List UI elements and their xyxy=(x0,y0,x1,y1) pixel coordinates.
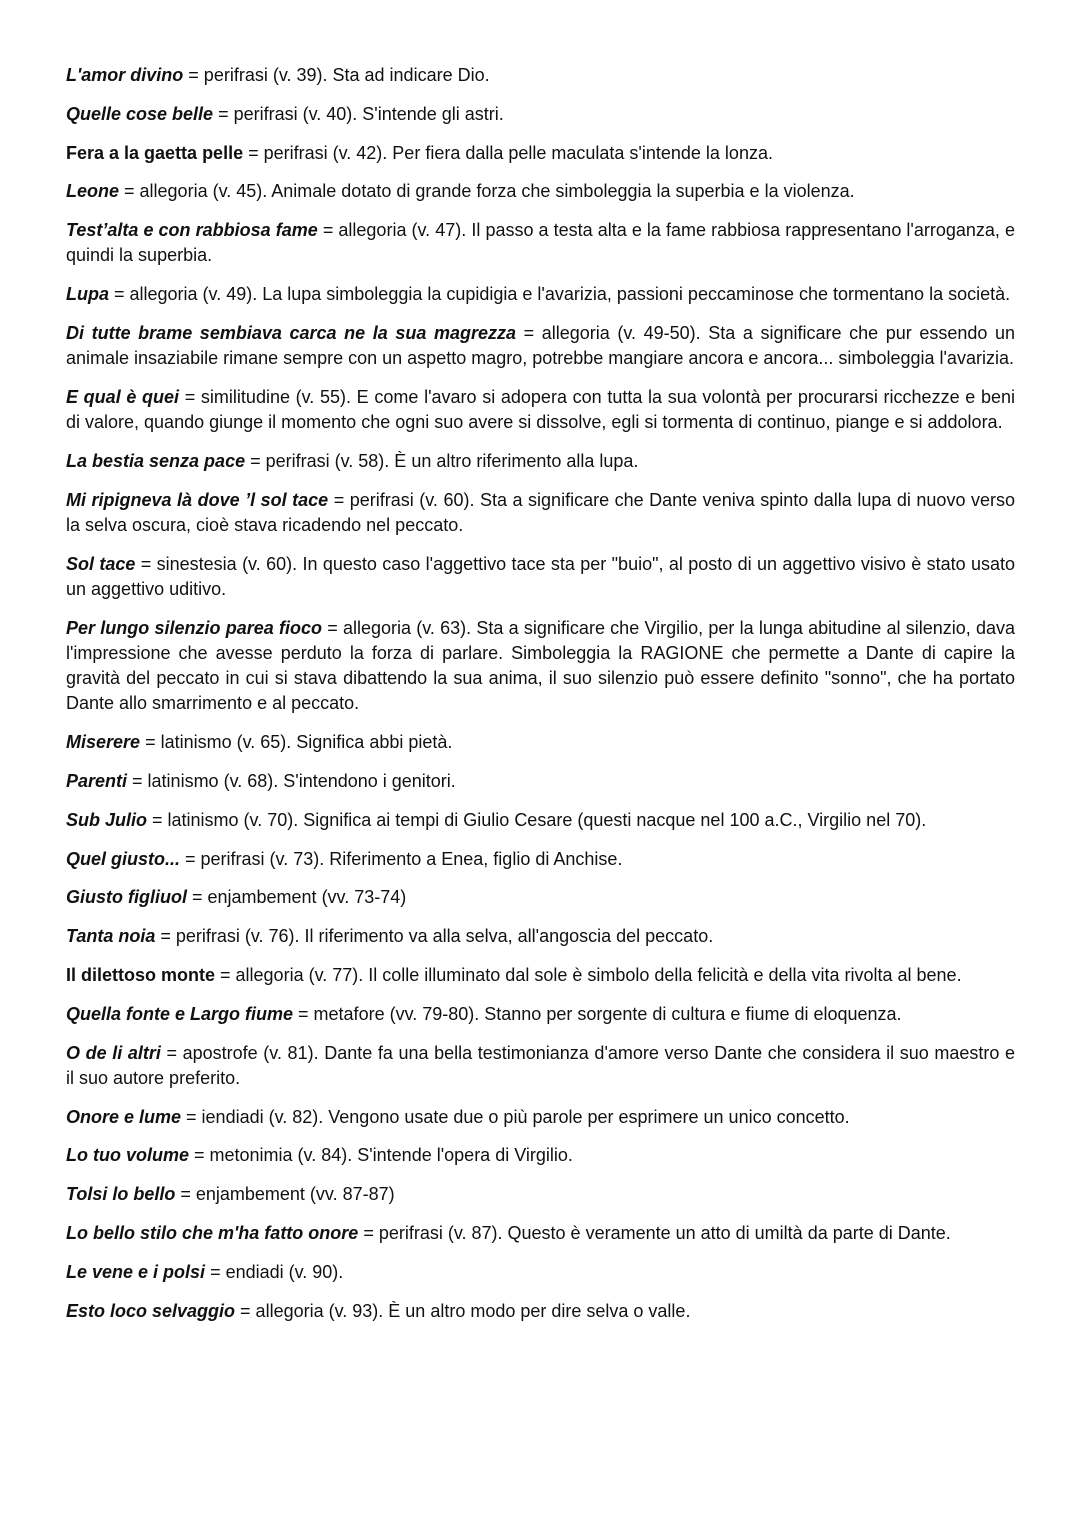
entry-term: E qual è quei xyxy=(66,386,180,407)
glossary-entry xyxy=(66,1221,1015,1246)
entry-description: = allegoria (v. 49). La lupa simboleggia la cupidigia e l'avarizia, passioni peccaminose che tormentano la società. xyxy=(109,284,1011,305)
entry-description: = latinismo (v. 68). S'intendono i genitori. xyxy=(127,770,456,791)
glossary-entry xyxy=(66,769,1015,794)
entry-term: Esto loco selvaggio xyxy=(66,1300,236,1321)
entry-term: Parenti xyxy=(66,770,128,791)
glossary-entry xyxy=(66,488,1015,538)
entry-term: Giusto figliuol xyxy=(66,887,187,908)
entry-description: = allegoria (v. 77). Il colle illuminato dal sole è simbolo della felicità e della vita rivolta al bene. xyxy=(215,964,962,985)
entry-term: Test’alta e con rabbiosa fame xyxy=(66,220,318,241)
entry-description: = perifrasi (v. 60). Sta a significare che Dante veniva spinto dalla lupa di nuovo verso la selva oscura, cioè stava ricadendo nel peccato. xyxy=(66,489,1015,535)
glossary-entry xyxy=(66,321,1015,371)
entry-description: = perifrasi (v. 87). Questo è veramente un atto di umiltà da parte di Dante. xyxy=(358,1222,951,1243)
entry-description: = allegoria (v. 47). Il passo a testa alta e la fame rabbiosa rappresentano l'arroganza, e quindi la superbia. xyxy=(66,220,1015,266)
entry-description: = iendiadi (v. 82). Vengono usate due o più parole per esprimere un unico concetto. xyxy=(181,1106,850,1127)
entry-description: = metonimia (v. 84). S'intende l'opera di Virgilio. xyxy=(189,1145,573,1166)
glossary-entry xyxy=(66,1041,1015,1091)
glossary-entry xyxy=(66,1105,1015,1130)
entry-description: = enjambement (vv. 73-74) xyxy=(186,887,407,908)
entry-description: = perifrasi (v. 73). Riferimento a Enea, figlio di Anchise. xyxy=(180,848,623,869)
glossary-entry xyxy=(66,963,1015,988)
glossary-entry xyxy=(66,552,1015,602)
entry-description: = sinestesia (v. 60). In questo caso l'aggettivo tace sta per "buio", al posto di un aggettivo visivo è stato usato un aggettivo uditivo. xyxy=(66,553,1016,599)
entry-term: Onore e lume xyxy=(66,1106,182,1127)
glossary-entry xyxy=(66,449,1015,474)
entry-term: Per lungo silenzio parea fioco xyxy=(66,617,322,638)
entry-description: = perifrasi (v. 40). S'intende gli astri. xyxy=(213,103,504,124)
entry-term: Quelle cose belle xyxy=(66,103,214,124)
entry-description: = enjambement (vv. 87-87) xyxy=(175,1184,395,1205)
entry-description: = allegoria (v. 93). È un altro modo per dire selva o valle. xyxy=(235,1300,691,1321)
entry-term: Di tutte brame sembiava carca ne la sua magrezza xyxy=(66,322,516,343)
entry-term: Sub Julio xyxy=(66,809,147,830)
entry-term: Tolsi lo bello xyxy=(66,1184,176,1205)
glossary-entry xyxy=(66,218,1015,268)
entry-description: = similitudine (v. 55). E come l'avaro si adopera con tutta la sua volontà per procurarsi ricchezze e beni di valore, quando giunge il momento che ogni suo avere si dissolve, egli si tormenta di continuo, piange e si addolora. xyxy=(66,386,1015,433)
entry-description: = endiadi (v. 90). xyxy=(205,1261,344,1282)
entry-term: Sol tace xyxy=(66,553,136,574)
entry-description: = allegoria (v. 49-50). Sta a significare che pur essendo un animale insaziabile rimane sempre con un aspetto magro, potrebbe mangiare ancora e ancora... simboleggia l'avarizia. xyxy=(66,322,1015,369)
entry-description: = perifrasi (v. 58). È un altro riferimento alla lupa. xyxy=(245,450,639,471)
entry-term: Tanta noia xyxy=(66,926,156,947)
glossary-entry xyxy=(66,282,1015,307)
entry-term: Lo bello stilo che m'ha fatto onore xyxy=(66,1222,359,1243)
entry-term: Mi ripigneva là dove ’l sol tace xyxy=(66,489,329,510)
entry-description: = perifrasi (v. 76). Il riferimento va alla selva, all'angoscia del peccato. xyxy=(155,926,714,947)
glossary-entry xyxy=(66,730,1015,755)
glossary-entry xyxy=(66,102,1015,127)
entry-description: = perifrasi (v. 39). Sta ad indicare Dio. xyxy=(183,65,490,85)
entry-term: Leone xyxy=(66,181,120,202)
entry-description: = allegoria (v. 45). Animale dotato di grande forza che simboleggia la superbia e la violenza. xyxy=(119,181,855,202)
entry-term: Le vene e i polsi xyxy=(66,1261,206,1282)
glossary-entry xyxy=(66,924,1015,949)
entry-term: Miserere xyxy=(66,732,141,753)
entry-description: = allegoria (v. 63). Sta a significare che Virgilio, per la lunga abitudine al silenzio, dava l'impressione che avesse perduto la forza di parlare. Simboleggia la RAGIONE che permette a Dante di capire la gravità del peccato in cui si stava dibattendo la sua anima, il suo silenzio può essere definito "sonno", che ha portato Dante allo smarrimento e al peccato. xyxy=(66,617,1015,714)
glossary-entry xyxy=(66,179,1015,204)
glossary-entry xyxy=(66,1182,1015,1207)
entry-description: = perifrasi (v. 42). Per fiera dalla pelle maculata s'intende la lonza. xyxy=(243,142,773,163)
entry-description: = metafore (vv. 79-80). Stanno per sorgente di cultura e fiume di eloquenza. xyxy=(293,1003,902,1024)
entry-term: L'amor divino xyxy=(66,65,184,85)
entry-term: Lupa xyxy=(66,284,109,305)
entry-description: = latinismo (v. 70). Significa ai tempi di Giulio Cesare (questi nacque nel 100 a.C., Virgilio nel 70). xyxy=(147,809,927,830)
glossary-entry xyxy=(66,63,1015,88)
glossary-entry xyxy=(66,847,1015,872)
glossary-entry xyxy=(66,1002,1015,1027)
glossary-entry xyxy=(66,808,1015,833)
entry-term: Quella fonte e Largo fiume xyxy=(66,1003,294,1024)
glossary-entry xyxy=(66,1260,1015,1285)
entry-term: O de li altri xyxy=(66,1042,161,1063)
entry-description: = latinismo (v. 65). Significa abbi pietà. xyxy=(140,732,453,753)
glossary-entry xyxy=(66,885,1015,910)
figures-of-speech-list xyxy=(66,63,1015,1324)
glossary-entry xyxy=(66,141,1015,166)
entry-term: Il dilettoso monte xyxy=(66,964,216,985)
entry-term: Quel giusto... xyxy=(66,848,181,869)
entry-term: Fera a la gaetta pelle xyxy=(66,142,244,163)
entry-description: = apostrofe (v. 81). Dante fa una bella testimonianza d'amore verso Dante che considera il suo maestro e il suo autore preferito. xyxy=(66,1042,1015,1088)
entry-term: Lo tuo volume xyxy=(66,1145,189,1166)
entry-term: La bestia senza pace xyxy=(66,450,246,471)
glossary-entry xyxy=(66,385,1015,435)
glossary-entry xyxy=(66,616,1015,717)
glossary-entry xyxy=(66,1299,1015,1324)
glossary-entry xyxy=(66,1143,1015,1168)
